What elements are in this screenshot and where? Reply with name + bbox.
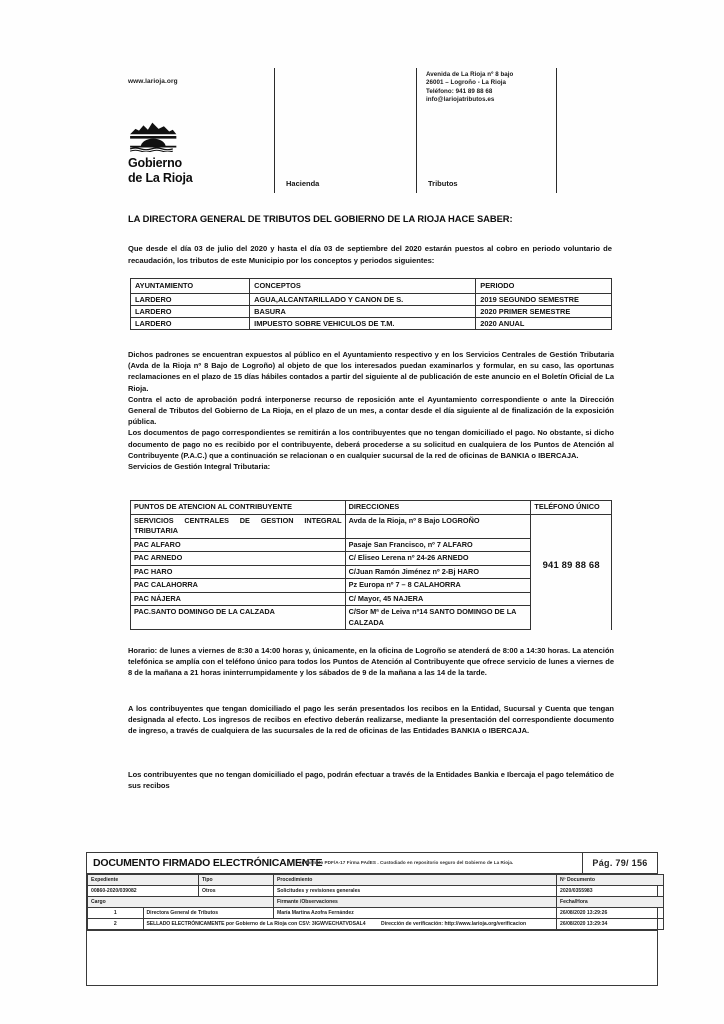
seal-label: SELLADO ELECTRÓNICAMENTE bbox=[146, 921, 225, 927]
cell-concepto: AGUA,ALCANTARILLADO Y CANON DE S. bbox=[250, 294, 476, 306]
cell-phone-spacer bbox=[531, 592, 612, 606]
cell-punto-atencion: SERVICIOS CENTRALES DE GESTION INTEGRAL TRIBUTARIA bbox=[131, 514, 346, 538]
website-url: www.larioja.org bbox=[128, 78, 178, 85]
cell-punto-atencion: PAC ARNEDO bbox=[131, 552, 346, 566]
address-line-2: 26001 – Logroño - La Rioja bbox=[426, 79, 507, 87]
concepts-table bbox=[130, 278, 612, 330]
government-name-line-1: Gobierno bbox=[128, 156, 182, 170]
table-row bbox=[131, 514, 612, 538]
paragraph-servicios-gestion: Servicios de Gestión Integral Tributaria: bbox=[128, 462, 271, 472]
address-line-1: Avenida de La Rioja nº 8 bajo bbox=[426, 71, 514, 78]
government-name bbox=[128, 156, 192, 185]
cell-direccion: C/Juan Ramón Jiménez nº 2-Bj HARO bbox=[345, 565, 531, 579]
body-paragraph-group-1 bbox=[128, 349, 614, 472]
label-cargo: Cargo bbox=[88, 897, 274, 908]
value-fecha-hora: 26/08/2020 13:29:26 bbox=[557, 908, 664, 919]
cell-phone-spacer bbox=[531, 579, 612, 593]
cell-punto-atencion: PAC ALFARO bbox=[131, 538, 346, 552]
cell-direccion: C/ Eliseo Lerena nº 24-26 ARNEDO bbox=[345, 552, 531, 566]
paragraph-padrones: Dichos padrones se encuentran expuestos al público en el Ayuntamiento respectivo y en los Servicios Centrales de Gestión Tributaria (Avda de la Rioja nº 8 Bajo de Logroño) al objeto de que los interesados puedan examinarlos y formular, en su caso, las oportunas reclamaciones en el plazo de 15 días hábiles contados a partir del siguiente al de publicación de este anuncio en el Boletín Oficial de La Rioja. bbox=[128, 350, 614, 393]
cell-ayuntamiento: LARDERO bbox=[131, 294, 250, 306]
government-emblem-logo bbox=[128, 120, 188, 154]
cell-phone-spacer bbox=[531, 538, 612, 552]
signature-header bbox=[87, 853, 657, 874]
attention-points-table bbox=[130, 500, 612, 630]
signature-blank-area bbox=[87, 930, 657, 1005]
cell-direccion: C/Sor Mª de Leiva nº14 SANTO DOMINGO DE LA CALZADA bbox=[345, 606, 531, 630]
table-row bbox=[88, 908, 664, 919]
verification-label: Dirección de verificación: bbox=[381, 921, 444, 927]
letterhead-divider-1 bbox=[274, 68, 275, 193]
body-paragraph-group-4 bbox=[128, 769, 614, 791]
table-row bbox=[131, 606, 612, 630]
letterhead-divider-2 bbox=[416, 68, 417, 193]
table-header-row bbox=[88, 897, 664, 908]
header-puntos-atencion: PUNTOS DE ATENCION AL CONTRIBUYENTE bbox=[131, 501, 346, 515]
cell-periodo: 2019 SEGUNDO SEMESTRE bbox=[476, 294, 612, 306]
signature-metadata-table bbox=[87, 874, 664, 930]
paragraph-recurso: Contra el acto de aprobación podrá interponerse recurso de reposición ante el Ayuntamiento correspondiente o ante la Dirección General de Tributos del Gobierno de La Rioja, en el plazo de un mes, a contar desde el día siguiente al de finalización de la exposición pública. bbox=[128, 394, 614, 427]
electronic-signature-block bbox=[86, 852, 658, 986]
table-row bbox=[131, 318, 612, 330]
value-fecha-hora: 26/08/2020 13:29:34 bbox=[557, 919, 664, 930]
value-expediente: 00860-2020/039082 bbox=[88, 886, 199, 897]
table-row bbox=[131, 306, 612, 318]
cell-concepto: BASURA bbox=[250, 306, 476, 318]
paragraph-horario: Horario: de lunes a viernes de 8:30 a 14:00 horas y, únicamente, en la oficina de Logroño se atenderá de 8:00 a 14:30 horas. La atención telefónica se amplía con el teléfono único para todos los Puntos de Atención al Contribuyente que ofrece servicio de lunes a viernes de 8 de la mañana a 21 horas ininterrumpidamente y los sábados de 9 de la mañana a las 14 de la tarde. bbox=[128, 646, 614, 678]
cell-concepto: IMPUESTO SOBRE VEHICULOS DE T.M. bbox=[250, 318, 476, 330]
cell-punto-atencion: PAC CALAHORRA bbox=[131, 579, 346, 593]
value-cargo: Directora General de Tributos bbox=[143, 908, 274, 919]
cell-ayuntamiento: LARDERO bbox=[131, 318, 250, 330]
signature-format-note: en formato PDF/A-17 Firma PAdES . Custodiado en repositorio seguro del Gobierno de La Rioja. bbox=[299, 860, 514, 865]
cell-phone-spacer bbox=[531, 606, 612, 630]
table-header-row bbox=[131, 501, 612, 515]
cell-periodo: 2020 ANUAL bbox=[476, 318, 612, 330]
cell-direccion: C/ Mayor, 45 NAJERA bbox=[345, 592, 531, 606]
cell-direccion: Avda de la Rioja, nº 8 Bajo LOGROÑO bbox=[345, 514, 531, 538]
department-label: Hacienda bbox=[286, 179, 320, 188]
table-header-row bbox=[131, 279, 612, 294]
cell-punto-atencion: PAC NÁJERA bbox=[131, 592, 346, 606]
table-row bbox=[131, 579, 612, 593]
verification-url[interactable]: http://www.larioja.org/verificacion bbox=[444, 921, 527, 927]
table-row bbox=[131, 294, 612, 306]
label-num-documento: Nº Documento bbox=[557, 875, 664, 886]
cell-ayuntamiento: LARDERO bbox=[131, 306, 250, 318]
rioja-emblem-icon bbox=[128, 120, 182, 152]
value-num-documento: 2020/0355983 bbox=[557, 886, 664, 897]
subdepartment-label: Tributos bbox=[428, 179, 458, 188]
phone-value: 941 89 88 68 bbox=[531, 552, 612, 579]
table-row bbox=[131, 592, 612, 606]
table-row bbox=[131, 538, 612, 552]
label-tipo: Tipo bbox=[199, 875, 274, 886]
letterhead-divider-3 bbox=[556, 68, 557, 193]
cell-direccion: Pasaje San Francisco, nº 7 ALFARO bbox=[345, 538, 531, 552]
page-number-label: Pág. 79/ 156 bbox=[582, 853, 657, 873]
address-line-4: info@lariojatributos.es bbox=[426, 96, 495, 104]
table-header-row bbox=[88, 875, 664, 886]
letterhead bbox=[128, 68, 608, 198]
cell-direccion: Pz Europa nº 7 – 8 CALAHORRA bbox=[345, 579, 531, 593]
body-paragraph-group-2 bbox=[128, 645, 614, 679]
seal-cell bbox=[143, 919, 557, 930]
body-paragraph-group-3 bbox=[128, 703, 614, 737]
label-expediente: Expediente bbox=[88, 875, 199, 886]
table-row bbox=[88, 919, 664, 930]
value-tipo: Otros bbox=[199, 886, 274, 897]
label-fecha-hora: Fecha/Hora bbox=[557, 897, 664, 908]
cell-phone-spacer bbox=[531, 514, 612, 538]
paragraph-documentos-pago: Los documentos de pago correspondientes se remitirán a los contribuyentes que no tengan domiciliado el pago. No obstante, si dicho documento de pago no es recibido por el contribuyente, deberá procederse a su solicitud en cualquiera de los Puntos de Atención al Contribuyente (P.A.C.) que a continuación se relacionan o en cualquier sucursal de la red de oficinas de BANKIA o IBERCAJA. bbox=[128, 428, 614, 460]
header-direcciones: DIRECCIONES bbox=[345, 501, 531, 515]
address-line-3: Teléfono: 941 89 88 68 bbox=[426, 87, 493, 95]
paragraph-domiciliado: A los contribuyentes que tengan domiciliado el pago les serán presentados los recibos en la Entidad, Sucursal y Cuenta que tengan designada al efecto. Los ingresos de recibos en efectivo deberán realizarse, mediante la presentación del correspondiente documento de ingreso, a través de cualquiera de las sucursales de la red de oficinas de las Entidades BANKIA o IBERCAJA. bbox=[128, 704, 614, 736]
header-telefono-unico: TELÉFONO ÚNICO bbox=[531, 501, 612, 515]
value-firmante: María Martina Azofra Fernández bbox=[274, 908, 557, 919]
header-periodo: PERIODO bbox=[476, 279, 612, 294]
table-row bbox=[131, 552, 612, 566]
table-row bbox=[88, 886, 664, 897]
row-index: 2 bbox=[88, 919, 144, 930]
cell-punto-atencion: PAC HARO bbox=[131, 565, 346, 579]
row-index: 1 bbox=[88, 908, 144, 919]
label-procedimiento: Procedimiento bbox=[274, 875, 557, 886]
government-name-line-2: de La Rioja bbox=[128, 170, 193, 185]
contact-address bbox=[426, 71, 513, 105]
cell-periodo: 2020 PRIMER SEMESTRE bbox=[476, 306, 612, 318]
value-procedimiento: Solicitudes y revisiones generales bbox=[274, 886, 557, 897]
paragraph-no-domiciliado: Los contribuyentes que no tengan domiciliado el pago, podrán efectuar a través de la Entidades Bankia e Ibercaja el pago telemático de sus recibos bbox=[128, 770, 614, 791]
page-title: LA DIRECTORA GENERAL DE TRIBUTOS DEL GOBIERNO DE LA RIOJA HACE SABER: bbox=[128, 213, 513, 224]
header-conceptos: CONCEPTOS bbox=[250, 279, 476, 294]
label-firmante-observaciones: Firmante /Observaciones bbox=[274, 897, 557, 908]
cell-punto-atencion: PAC.SANTO DOMINGO DE LA CALZADA bbox=[131, 606, 346, 630]
seal-text: por Gobierno de La Rioja con CSV: 3IGWVECHATVDSAL4 bbox=[225, 921, 366, 927]
intro-paragraph: Que desde el día 03 de julio del 2020 y hasta el día 03 de septiembre del 2020 estarán puestos al cobro en periodo voluntario de recaudación, los tributos de este Municipio por los conceptos y periodos siguientes: bbox=[128, 244, 612, 265]
signature-heading: DOCUMENTO FIRMADO ELECTRÓNICAMENTE bbox=[93, 857, 323, 869]
header-ayuntamiento: AYUNTAMIENTO bbox=[131, 279, 250, 294]
